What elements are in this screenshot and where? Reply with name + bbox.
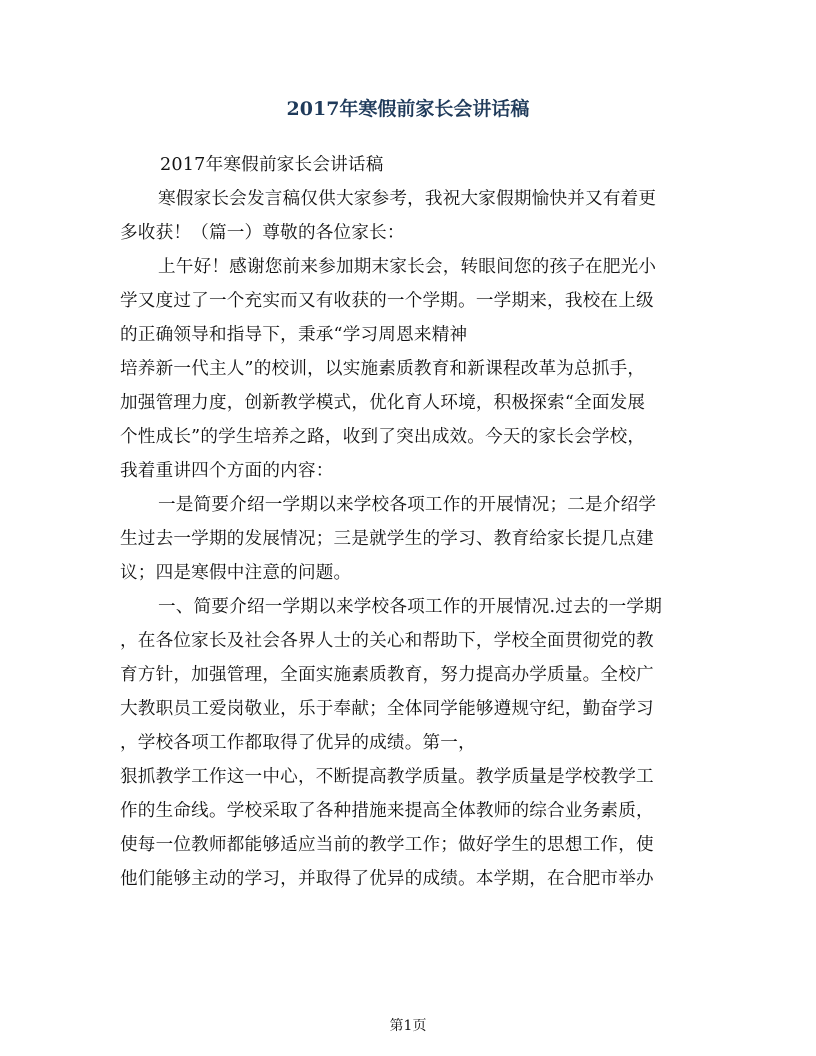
paragraph-line: 我着重讲四个方面的内容： — [120, 461, 334, 481]
paragraph-line: 个性成长”的学生培养之路，收到了突出成效。今天的家长会学校， — [120, 427, 646, 447]
paragraph-line: 的正确领导和指导下，秉承“学习周恩来精神 — [120, 325, 468, 345]
document-body — [120, 148, 706, 896]
paragraph-line: 作的生命线。学校采取了各种措施来提高全体教师的综合业务素质， — [120, 801, 654, 821]
paragraph-line: 议；四是寒假中注意的问题。 — [120, 563, 352, 583]
paragraph-line: 育方针，加强管理，全面实施素质教育，努力提高办学质量。全校广 — [120, 665, 654, 685]
paragraph-line: 加强管理力度，创新教学模式，优化育人环境，积极探索“全面发展 — [120, 393, 646, 413]
document-title: 2017年寒假前家长会讲话稿 — [286, 98, 530, 120]
paragraph-line: 多收获！（篇一）尊敬的各位家长： — [120, 223, 405, 243]
paragraph-line: ，在各位家长及社会各界人士的关心和帮助下，学校全面贯彻党的教 — [120, 631, 654, 651]
paragraph-line: 使每一位教师都能够适应当前的教学工作；做好学生的思想工作，使 — [120, 835, 654, 855]
paragraph-line: 一是简要介绍一学期以来学校各项工作的开展情况；二是介绍学 — [158, 495, 657, 515]
paragraph-line: 狠抓教学工作这一中心，不断提高教学质量。教学质量是学校教学工 — [120, 767, 654, 787]
paragraph-line: 一、简要介绍一学期以来学校各项工作的开展情况.过去的一学期 — [158, 597, 663, 617]
page-number: 第1页 — [389, 1018, 427, 1034]
paragraph-line: ，学校各项工作都取得了优异的成绩。第一， — [120, 733, 476, 753]
paragraph-line: 学又度过了一个充实而又有收获的一个学期。一学期来，我校在上级 — [120, 291, 654, 311]
paragraph-line: 生过去一学期的发展情况；三是就学生的学习、教育给家长提几点建 — [120, 529, 654, 549]
paragraph-line: 寒假家长会发言稿仅供大家参考，我祝大家假期愉快并又有着更 — [158, 189, 657, 209]
paragraph-line: 培养新一代主人”的校训，以实施素质教育和新课程改革为总抓手， — [120, 359, 646, 379]
paragraph-line: 大教职员工爱岗敬业，乐于奉献；全体同学能够遵规守纪，勤奋学习 — [120, 699, 654, 719]
paragraph-line: 上午好！感谢您前来参加期末家长会，转眼间您的孩子在肥光小 — [158, 257, 657, 277]
subtitle-line: 2017年寒假前家长会讲话稿 — [160, 155, 384, 175]
paragraph-line: 他们能够主动的学习，并取得了优异的成绩。本学期，在合肥市举办 — [120, 869, 654, 889]
